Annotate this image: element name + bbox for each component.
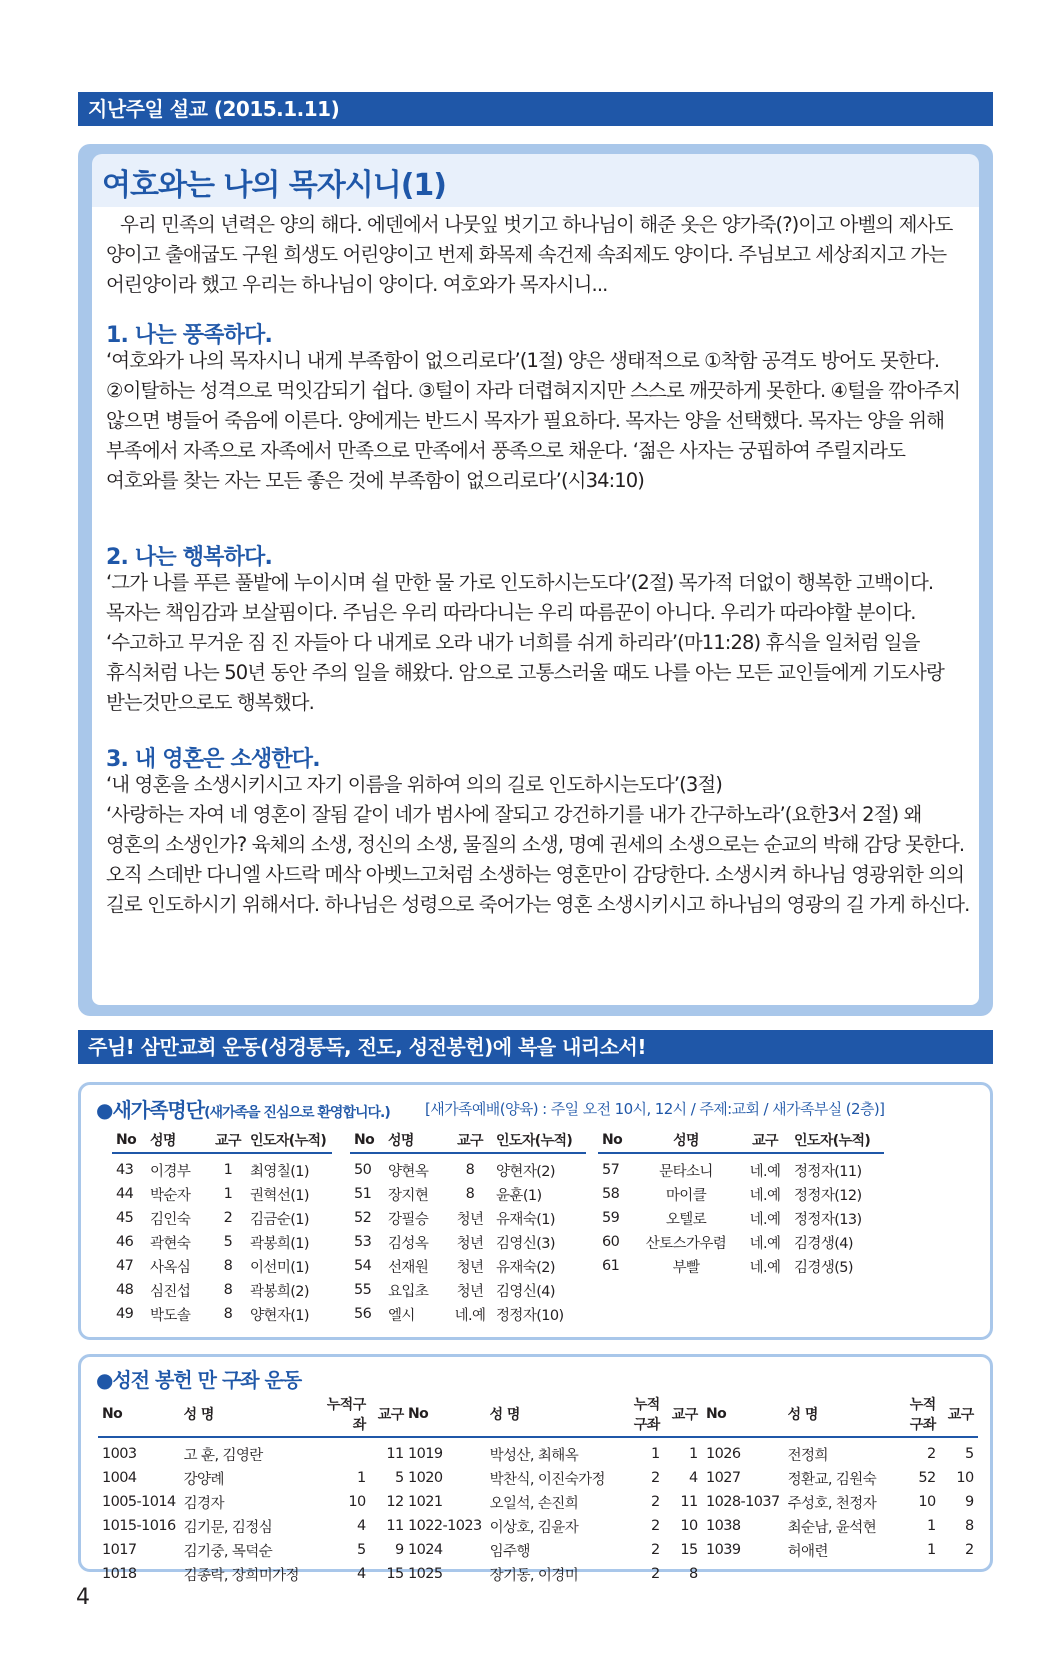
table-cell: 정정자(12) [794,1187,862,1204]
point-3-body-line1: ‘내 영혼을 소생시키시고 자기 이름을 위하여 의의 길로 인도하시는도다’(3절) [106,773,723,796]
table-cell: 2 [927,1446,936,1462]
table-cell: 1 [223,1186,233,1202]
table-row [404,1442,702,1466]
table-cell: 2 [651,1542,660,1558]
table-row [404,1562,702,1586]
table-row [112,1254,332,1278]
table-cell: 장지현 [388,1187,429,1204]
table-cell: 권혁선(1) [250,1187,309,1204]
table-cell: 1026 [706,1446,741,1462]
table-cell: 11 [386,1446,404,1462]
table-cell: 1005-1014 [102,1494,176,1510]
point-2-body: ‘그가 나를 푸른 풀밭에 누이시며 쉴 만한 물 가로 인도하시는도다’(2절) 목가적 더없이 행복한 고백이다. 목자는 책임감과 보살핌이다. 주님은 우리 따라다니는 우리 따름꾼이 아니다. 우리가 따라야할 분이다. ‘수고하고 무거운 짐 진 자들아 다 내게로 오라 내가 너희를 쉬게 하리라’(마11:28) 휴식을 일처럼 일을 휴식처럼 나는 50년 동안 주의 일을 해왔다. 암으로 고통스러울 때도 나를 아는 모든 교인들에게 기도사랑 받는것만으로도 행복했다. [106,571,944,714]
newcomers-note: [새가족예배(양육) : 주일 오전 10시, 12시 / 주제:교회 / 새가족부실 (2층)] [425,1100,885,1118]
table-cell: 9 [965,1494,974,1510]
table-cell: 1027 [706,1470,741,1486]
table-cell: 최순남, 윤석현 [787,1519,877,1536]
table-cell: 윤훈(1) [496,1187,542,1204]
table-cell: 유재숙(2) [496,1259,555,1276]
table-cell: 5 [965,1446,974,1462]
column-header: No [702,1394,784,1437]
table-cell: 51 [354,1186,372,1202]
table-row [350,1182,586,1206]
table-cell: 네.예 [749,1187,781,1204]
table-cell: 김영신(4) [496,1283,555,1300]
table-cell: 양현자(2) [496,1163,555,1180]
table-cell: 12 [386,1494,404,1510]
donation-title: ●성전 봉헌 만 구좌 운동 [96,1368,302,1392]
table-cell: 54 [354,1258,372,1274]
page-number: 4 [76,1585,90,1610]
table-cell: 10 [348,1494,366,1510]
table-row [112,1230,332,1254]
table-cell: 56 [354,1306,372,1322]
table-row [404,1490,702,1514]
table-cell: 엘시 [388,1307,415,1324]
table-cell: 1024 [408,1542,443,1558]
table-cell: 정정자(11) [794,1163,862,1180]
table-row [98,1442,408,1466]
table-cell: 장기동, 이경미 [489,1567,579,1584]
table-cell: 1 [223,1162,233,1178]
table-cell: 마이클 [665,1187,707,1204]
table-cell: 61 [602,1258,620,1274]
sermon-section-bar: 지난주일 설교 (2015.1.11) [78,92,993,126]
table-cell: 허애련 [787,1543,828,1560]
table-cell: 청년 [456,1235,484,1252]
table-row [598,1254,884,1278]
table-cell: 청년 [456,1211,484,1228]
table-cell: 1004 [102,1470,137,1486]
table-cell: 48 [116,1282,134,1298]
table-cell: 1003 [102,1446,137,1462]
table-cell: 58 [602,1186,620,1202]
table-cell: 오일석, 손진희 [489,1495,579,1512]
table-cell: 김영신(3) [496,1235,555,1252]
table-row [350,1230,586,1254]
table-cell: 요입초 [388,1283,429,1300]
table-cell: 박도솔 [150,1307,191,1324]
table-cell: 10 [918,1494,936,1510]
table-cell: 오텔로 [665,1211,707,1228]
column-header: 교구 [448,1130,492,1153]
column-header: 성명 [384,1130,448,1153]
column-header: 성명 [146,1130,210,1153]
table-cell: 46 [116,1234,134,1250]
table-cell: 청년 [456,1283,484,1300]
column-header: No [598,1130,632,1153]
table-cell: 전정희 [787,1447,828,1464]
table-cell: 1025 [408,1566,443,1582]
table-row [598,1158,884,1182]
table-cell: 1 [357,1470,366,1486]
table-row [350,1254,586,1278]
table-cell: 김인숙 [150,1211,191,1228]
table-row [404,1514,702,1538]
table-cell: 15 [386,1566,404,1582]
point-2-heading: 2. 나는 행복하다. [106,545,273,570]
table-cell: 김금순(1) [250,1211,309,1228]
column-header: No [112,1130,146,1153]
table-cell: 김경생(5) [794,1259,853,1276]
table-cell: 1 [689,1446,698,1462]
table-cell: 1 [927,1518,936,1534]
table-cell: 15 [680,1542,698,1558]
point-1-heading: 1. 나는 풍족하다. [106,323,273,348]
point-3-heading: 3. 내 영혼은 소생한다. [106,747,320,772]
table-cell: 선재원 [388,1259,429,1276]
table-cell: 8 [465,1186,475,1202]
table-cell: 김성옥 [388,1235,429,1252]
table-cell: 곽현숙 [150,1235,191,1252]
table-cell: 1 [651,1446,660,1462]
column-header: 누적구좌 [622,1394,664,1437]
table-cell: 2 [223,1210,233,1226]
column-header: 성명 [632,1130,740,1153]
table-cell: 김경생(4) [794,1235,853,1252]
table-cell: 1018 [102,1566,137,1582]
table-cell: 2 [965,1542,974,1558]
table-cell: 강양례 [183,1471,224,1488]
column-header: No [404,1394,486,1437]
point-1-body: ‘여호와가 나의 목자시니 내게 부족함이 없으리로다’(1절) 양은 생태적으로 ①착함 공격도 방어도 못한다. ②이탈하는 성격으로 먹잇감되기 쉽다. ③털이 자라 더렵혀지지만 스스로 깨끗하게 못한다. ④털을 깎아주지 않으면 병들어 죽음에 이른다. 양에게는 반드시 목자가 필요하다. 목자는 양을 선택했다. 목자는 양을 위해 부족에서 자족으로 자족에서 만족으로 만족에서 풍족으로 채운다. ‘젊은 사자는 궁핍하여 주릴지라도 여호와를 찾는 자는 모든 좋은 것에 부족함이 없으리로다’(시34:10) [106,349,961,492]
table-cell: 강필승 [388,1211,429,1228]
table-cell: 10 [680,1518,698,1534]
table-row [598,1182,884,1206]
table-row [98,1514,408,1538]
table-row [702,1490,978,1514]
table-row [350,1302,586,1326]
table-cell [316,1442,370,1466]
newcomers-table-1 [112,1130,332,1326]
column-header: 교구 [664,1394,702,1437]
sermon-title: 여호와는 나의 목자시니(1) [102,168,446,203]
table-cell: 5 [395,1470,404,1486]
table-cell: 네.예 [749,1163,781,1180]
table-cell: 네.예 [454,1307,486,1324]
table-cell: 양현자(1) [250,1307,309,1324]
column-header: 인도자(누적) [492,1130,586,1153]
table-row [404,1466,702,1490]
table-row [350,1158,586,1182]
table-cell: 문타소니 [659,1163,713,1180]
table-cell: 정정자(10) [496,1307,564,1324]
table-cell: 44 [116,1186,134,1202]
table-cell: 양현옥 [388,1163,429,1180]
newcomers-table-2 [350,1130,586,1326]
donation-table-3 [702,1394,978,1562]
table-cell: 47 [116,1258,134,1274]
column-header: 누적구좌 [898,1394,940,1437]
table-cell: 1019 [408,1446,443,1462]
column-header: 누적구좌 [316,1394,370,1437]
point-3-body-line2: ‘사랑하는 자여 네 영혼이 잘됨 같이 네가 범사에 잘되고 강건하기를 내가 간구하노라’(요한3서 2절) 왜 영혼의 소생인가? 육체의 소생, 정신의 소생, 물질의 소생, 명예 권세의 소생으로는 순교의 박해 감당 못한다. 오직 스데반 다니엘 사드락 메삭 아벳느고처럼 소생하는 영혼만이 감당한다. 소생시켜 하나님 영광위한 의의 길로 인도하시기 위해서다. 하나님은 성령으로 죽어가는 영혼 소생시키시고 하나님의 영광의 길 가게 하신다. [106,803,970,916]
table-row [112,1182,332,1206]
table-cell: 1015-1016 [102,1518,176,1534]
table-row [598,1230,884,1254]
table-cell: 박성산, 최해옥 [489,1447,579,1464]
column-header: No [98,1394,180,1437]
table-cell: 8 [465,1162,475,1178]
table-cell: 김기문, 김정심 [183,1519,273,1536]
table-cell: 2 [651,1518,660,1534]
table-cell: 11 [680,1494,698,1510]
table-cell: 8 [689,1566,698,1582]
table-cell: 이선미(1) [250,1259,309,1276]
table-cell: 네.예 [749,1259,781,1276]
table-cell: 사옥심 [150,1259,191,1276]
newcomers-title-sub: (새가족을 진심으로 환영합니다.) [204,1105,390,1121]
table-cell: 4 [357,1518,366,1534]
table-cell: 5 [357,1542,366,1558]
column-header: 성 명 [784,1394,898,1437]
table-cell: 심진섭 [150,1283,191,1300]
table-cell: 1022-1023 [408,1518,482,1534]
table-cell: 1039 [706,1542,741,1558]
table-cell: 김경자 [183,1495,224,1512]
table-cell: 8 [223,1306,233,1322]
table-row [350,1206,586,1230]
column-header: 교구 [740,1130,790,1153]
table-cell: 임주행 [489,1543,530,1560]
table-cell: 박찬식, 이진숙가정 [489,1471,605,1488]
column-header: 교구 [940,1394,978,1437]
table-row [702,1442,978,1466]
table-cell: 곽봉희(2) [250,1283,309,1300]
table-row [98,1562,408,1586]
table-cell: 52 [354,1210,372,1226]
table-row [598,1206,884,1230]
sermon-intro: 우리 민족의 년력은 양의 해다. 에덴에서 나뭇잎 벗기고 하나님이 해준 옷은 양가죽(?)이고 아벨의 제사도 양이고 출애굽도 구원 희생도 어린양이고 번제 화목제 속건제 속죄제도 양이다. 주님보고 세상죄지고 가는 어린양이라 했고 우리는 하나님이 양이다. 여호와가 목자시니... [106,213,953,296]
table-cell: 2 [651,1566,660,1582]
newcomers-title-main: ●새가족명단 [96,1098,205,1122]
table-cell: 4 [357,1566,366,1582]
blessing-bar: 주님! 삼만교회 운동(성경통독, 전도, 성전봉헌)에 복을 내리소서! [78,1030,993,1064]
newcomers-title [96,1094,390,1123]
table-row [350,1278,586,1302]
table-cell: 이상호, 김윤자 [489,1519,579,1536]
table-cell: 김종락, 장희미가정 [183,1567,299,1584]
table-cell: 9 [395,1542,404,1558]
table-cell: 57 [602,1162,620,1178]
table-row [98,1466,408,1490]
table-cell: 55 [354,1282,372,1298]
donation-table-1 [98,1394,408,1586]
table-cell: 5 [223,1234,233,1250]
table-row [702,1466,978,1490]
table-row [98,1538,408,1562]
table-row [112,1158,332,1182]
column-header: 인도자(누적) [790,1130,884,1153]
table-cell: 59 [602,1210,620,1226]
table-cell: 고 훈, 김영란 [183,1447,263,1464]
table-cell: 네.예 [749,1211,781,1228]
point-3-body [106,770,974,920]
table-cell: 주성호, 천정자 [787,1495,877,1512]
table-cell: 2 [651,1470,660,1486]
table-row [702,1538,978,1562]
table-row [98,1490,408,1514]
table-cell: 부빨 [672,1259,700,1276]
table-cell: 1017 [102,1542,137,1558]
table-cell: 1020 [408,1470,443,1486]
table-cell: 8 [223,1258,233,1274]
table-cell: 10 [956,1470,974,1486]
column-header: 인도자(누적) [246,1130,332,1153]
table-row [404,1538,702,1562]
table-cell: 8 [965,1518,974,1534]
table-cell: 8 [223,1282,233,1298]
table-cell: 50 [354,1162,372,1178]
column-header: 교구 [210,1130,246,1153]
table-cell: 52 [918,1470,936,1486]
table-cell: 11 [386,1518,404,1534]
table-cell: 43 [116,1162,134,1178]
table-cell: 김기중, 목덕순 [183,1543,273,1560]
table-row [112,1206,332,1230]
table-cell: 산토스가우렴 [645,1235,727,1252]
table-cell: 최영칠(1) [250,1163,309,1180]
table-cell: 1 [927,1542,936,1558]
donation-table-2 [404,1394,702,1586]
table-cell: 네.예 [749,1235,781,1252]
table-cell: 53 [354,1234,372,1250]
table-cell: 청년 [456,1259,484,1276]
table-row [112,1278,332,1302]
table-cell: 60 [602,1234,620,1250]
column-header: 교구 [370,1394,408,1437]
table-cell: 곽봉희(1) [250,1235,309,1252]
table-cell: 정정자(13) [794,1211,862,1228]
column-header: 성 명 [180,1394,316,1437]
table-row [112,1302,332,1326]
table-cell: 4 [689,1470,698,1486]
table-cell: 1021 [408,1494,443,1510]
table-row [702,1514,978,1538]
table-cell: 1028-1037 [706,1494,780,1510]
table-cell: 박순자 [150,1187,191,1204]
column-header: No [350,1130,384,1153]
newcomers-table-3 [598,1130,884,1278]
table-cell: 45 [116,1210,134,1226]
table-cell: 이경부 [150,1163,191,1180]
table-cell: 2 [651,1494,660,1510]
column-header: 성 명 [486,1394,622,1437]
table-cell: 정환교, 김원숙 [787,1471,877,1488]
table-cell: 1038 [706,1518,741,1534]
table-cell: 49 [116,1306,134,1322]
table-cell: 유재숙(1) [496,1211,555,1228]
